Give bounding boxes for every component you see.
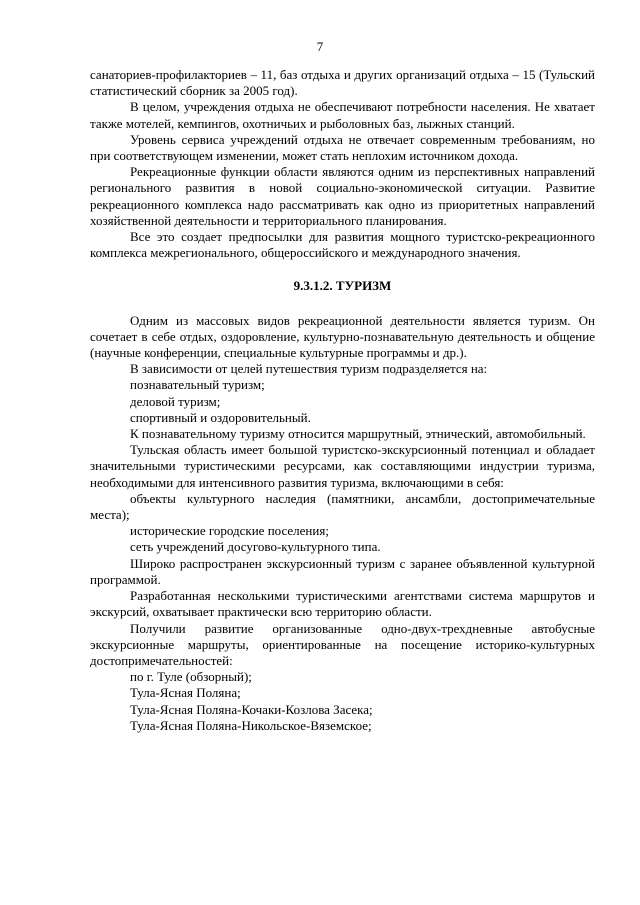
paragraph: санаториев-профилакториев – 11, баз отдыха и других организаций отдыха – 15 (Тульский статистический сборник за 2005 год).	[90, 67, 595, 99]
paragraph: Тульская область имеет большой туристско-экскурсионный потенциал и обладает значительными туристическими ресурсами, как составляющими индустрии туризма, необходимыми для интенсивного развития туризма, включающими в себя:	[90, 442, 595, 490]
list-item: спортивный и оздоровительный.	[130, 409, 311, 425]
paragraph: Все это создает предпосылки для развития мощного туристско-рекреационного комплекса межрегионального, общероссийского и международного значения.	[90, 229, 595, 261]
list-item: сеть учреждений досугово-культурного типа.	[130, 539, 381, 555]
list-item: познавательный туризм;	[130, 377, 265, 393]
list-item: Тула-Ясная Поляна;	[130, 685, 241, 701]
paragraph: Рекреационные функции области являются одним из перспективных направлений регионального развития в новой социально-экономической ситуации. Развитие рекреационного комплекса надо рассматривать как одно из приоритетных направлений хозяйственной деятельности и территориального планирования.	[90, 164, 595, 228]
paragraph: Получили развитие организованные одно-двух-трехдневные автобусные экскурсионные маршруты, ориентированные на посещение историко-культурных достопримечательностей:	[90, 620, 595, 668]
list-item: по г. Туле (обзорный);	[130, 669, 252, 685]
section-heading: 9.3.1.2. ТУРИЗМ	[293, 278, 392, 294]
paragraph: Уровень сервиса учреждений отдыха не отвечает современным требованиям, но при соответствующем изменении, может стать неплохим источником дохода.	[90, 131, 595, 164]
list-item: исторические городские поселения;	[130, 523, 329, 539]
paragraph: Одним из массовых видов рекреационной деятельности является туризм. Он сочетает в себе отдых, оздоровление, культурно-познавательную деятельность и общение (научные конференции, специальные культурные программы и др.).	[90, 312, 595, 361]
paragraph: К познавательному туризму относится маршрутный, этнический, автомобильный.	[130, 426, 586, 442]
paragraph: В зависимости от целей путешествия туризм подразделяется на:	[130, 361, 488, 377]
list-item: Тула-Ясная Поляна-Никольское-Вяземское;	[130, 717, 372, 733]
document-body	[90, 67, 595, 734]
list-item: деловой туризм;	[130, 393, 221, 409]
paragraph: Широко распространен экскурсионный туризм с заранее объявленной культурной программой.	[90, 555, 595, 587]
paragraph: В целом, учреждения отдыха не обеспечивают потребности населения. Не хватает также мотелей, кемпингов, охотничьих и рыболовных баз, лыжных станций.	[90, 99, 595, 131]
list-item: Тула-Ясная Поляна-Кочаки-Козлова Засека;	[130, 701, 373, 717]
page-number: 7	[316, 39, 324, 54]
paragraph: Разработанная несколькими туристическими агентствами система маршрутов и экскурсий, охватывает практически всю территорию области.	[90, 588, 595, 620]
list-item: объекты культурного наследия (памятники, ансамбли, достопримечательные места);	[90, 490, 595, 523]
